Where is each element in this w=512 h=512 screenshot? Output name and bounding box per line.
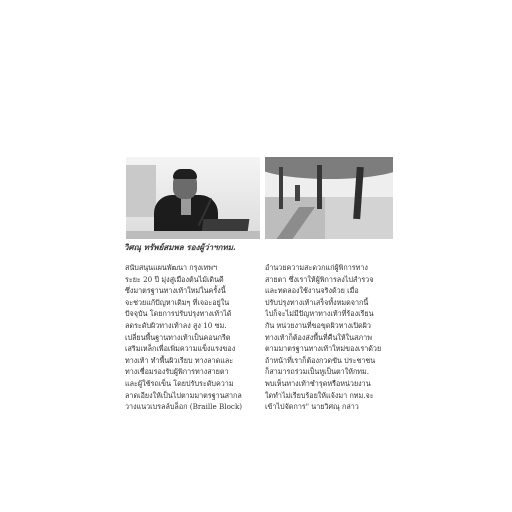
text-line: และทดลองใช้งานจริงด้วย เมื่อ [265, 286, 359, 296]
text-line: ซึ่งมาตรฐานทางเท้าใหม่ในครั้งนี้ [125, 286, 226, 296]
text-line: ก็สามารถร่วมเป็นหูเป็นตาให้กทม. [265, 367, 370, 377]
text-line: เสริมเหล็กเพื่อเพิ่มความแข็งแรงของ [125, 344, 236, 354]
text-line: เปลี่ยนพื้นฐานทางเท้าเป็นคอนกรีต [125, 332, 231, 342]
text-line: กัน หน่วยงานที่ขอขุดผิวทางเปิดผิว [265, 320, 371, 330]
photo-caption: วิศณุ ทรัพย์สมพล รองผู้ว่าฯกทม. [124, 242, 236, 252]
text-line: ระยะ 20 ปี มุ่งสู่เมืองต้นไม้เดินดี [125, 274, 224, 284]
text-line: เข้าไปจัดการ" นายวิศณุ กล่าว [265, 402, 359, 412]
article-column-left [125, 262, 259, 413]
text-line: ปัจจุบัน โดยการปรับปรุงทางเท้าได้ [125, 309, 232, 319]
text-line: ทางเท้าก็ต้องส่งพื้นที่คืนให้ในสภาพ [265, 332, 372, 342]
sidewalk-photo [265, 157, 393, 239]
text-line: พบเห็นทางเท้าชำรุดหรือหน่วยงาน [265, 378, 371, 388]
text-line: ไปก็จะไม่มีปัญหาทางเท้าที่ร้องเรียน [265, 309, 374, 319]
text-line: ทางเท้า ทำพื้นผิวเรียบ ทางลาดและ [125, 355, 234, 365]
text-line: สนับสนุนแผนพัฒนา กรุงเทพฯ [125, 263, 217, 272]
text-line: ทางเชื่อมรองรับผู้พิการทางสายตา [125, 367, 229, 377]
text-line: จะช่วยแก้ปัญหาเดิมๆ ที่เจอะอยู่ใน [125, 297, 230, 307]
text-line: ตามมาตรฐานทางเท้าใหม่ของเราด้วย [265, 344, 382, 354]
text-line: ปรับปรุงทางเท้าเสร็จทั้งหมดจากนี้ [265, 297, 369, 307]
text-line: ลาดเอียงให้เป็นไปตามมาตรฐานสากล [125, 390, 242, 400]
deputy-governor-photo [126, 157, 260, 239]
text-line: สายตา ซึ่งเราให้ผู้พิการลงไปสำรวจ [265, 274, 374, 284]
text-line: ใดทำไม่เรียบร้อยให้แจ้งมา กทม.จะ [265, 390, 374, 400]
text-line: ถ้าหน้าที่เราก็ต้องกวดขัน ประชาชน [265, 355, 376, 365]
text-line: อำนวยความสะดวกแก่ผู้พิการทาง [265, 263, 368, 272]
article-column-right [265, 262, 393, 413]
text-line: วางแนวเบรลล์บล็อก (Braille Block) [125, 402, 243, 412]
newspaper-clipping [122, 154, 394, 420]
text-line: และผู้ใช้รถเข็น โดยปรับระดับความ [125, 378, 234, 388]
text-line: ลดระดับผิวทางเท้าลง สูง 10 ซม. [125, 320, 227, 330]
